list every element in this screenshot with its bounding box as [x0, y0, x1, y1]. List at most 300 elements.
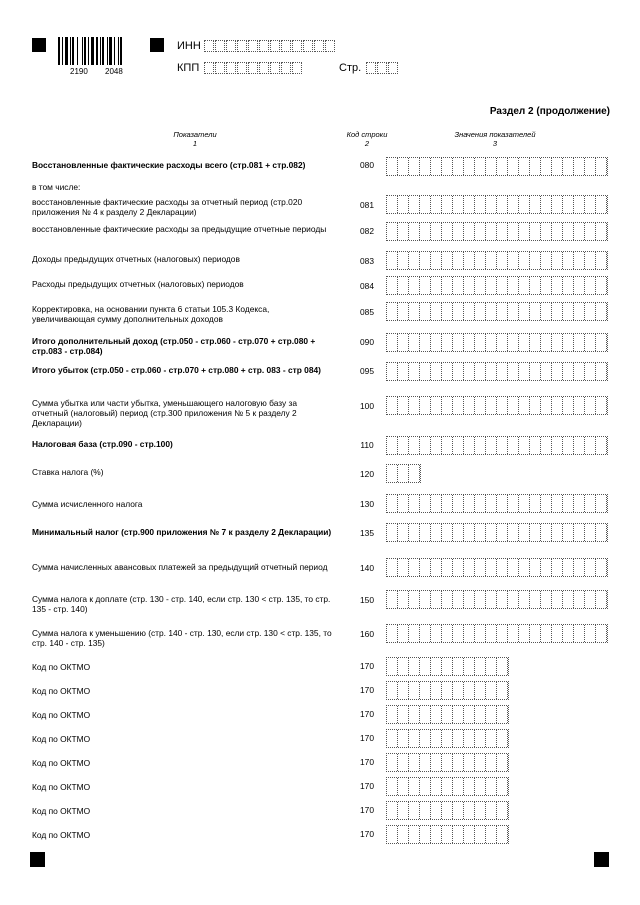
character-cell[interactable] [497, 524, 508, 541]
character-cell[interactable] [453, 524, 464, 541]
value-field[interactable] [386, 251, 608, 270]
character-cell[interactable] [387, 802, 398, 819]
character-cell[interactable] [398, 334, 409, 351]
character-cell[interactable] [497, 591, 508, 608]
character-cell[interactable] [486, 437, 497, 454]
character-cell[interactable] [475, 625, 486, 642]
character-cell[interactable] [270, 40, 280, 52]
character-cell[interactable] [420, 706, 431, 723]
character-cell[interactable] [409, 730, 420, 747]
character-cell[interactable] [596, 363, 607, 380]
character-cell[interactable] [431, 706, 442, 723]
character-cell[interactable] [563, 495, 574, 512]
character-cell[interactable] [519, 524, 530, 541]
character-cell[interactable] [453, 223, 464, 240]
character-cell[interactable] [475, 524, 486, 541]
character-cell[interactable] [519, 196, 530, 213]
character-cell[interactable] [464, 625, 475, 642]
character-cell[interactable] [486, 559, 497, 576]
character-cell[interactable] [431, 437, 442, 454]
character-cell[interactable] [442, 826, 453, 843]
character-cell[interactable] [409, 658, 420, 675]
character-cell[interactable] [530, 277, 541, 294]
character-cell[interactable] [420, 334, 431, 351]
character-cell[interactable] [409, 437, 420, 454]
character-cell[interactable] [409, 706, 420, 723]
character-cell[interactable] [585, 625, 596, 642]
character-cell[interactable] [464, 524, 475, 541]
character-cell[interactable] [398, 252, 409, 269]
character-cell[interactable] [596, 223, 607, 240]
character-cell[interactable] [431, 591, 442, 608]
character-cell[interactable] [453, 397, 464, 414]
character-cell[interactable] [519, 334, 530, 351]
character-cell[interactable] [475, 706, 486, 723]
character-cell[interactable] [387, 682, 398, 699]
character-cell[interactable] [574, 397, 585, 414]
character-cell[interactable] [530, 303, 541, 320]
character-cell[interactable] [486, 778, 497, 795]
character-cell[interactable] [497, 223, 508, 240]
character-cell[interactable] [519, 252, 530, 269]
character-cell[interactable] [442, 524, 453, 541]
character-cell[interactable] [464, 730, 475, 747]
character-cell[interactable] [585, 437, 596, 454]
character-cell[interactable] [387, 706, 398, 723]
value-field[interactable] [386, 523, 608, 542]
character-cell[interactable] [314, 40, 324, 52]
character-cell[interactable] [387, 730, 398, 747]
character-cell[interactable] [541, 591, 552, 608]
oktmo-field[interactable] [386, 753, 509, 772]
character-cell[interactable] [431, 559, 442, 576]
character-cell[interactable] [475, 196, 486, 213]
character-cell[interactable] [585, 223, 596, 240]
character-cell[interactable] [398, 196, 409, 213]
character-cell[interactable] [519, 158, 530, 175]
character-cell[interactable] [409, 397, 420, 414]
character-cell[interactable] [563, 625, 574, 642]
character-cell[interactable] [431, 334, 442, 351]
character-cell[interactable] [508, 334, 519, 351]
character-cell[interactable] [215, 62, 225, 74]
value-field[interactable] [386, 157, 608, 176]
character-cell[interactable] [420, 196, 431, 213]
character-cell[interactable] [508, 559, 519, 576]
character-cell[interactable] [508, 158, 519, 175]
character-cell[interactable] [497, 625, 508, 642]
character-cell[interactable] [431, 730, 442, 747]
character-cell[interactable] [585, 363, 596, 380]
character-cell[interactable] [508, 495, 519, 512]
character-cell[interactable] [541, 223, 552, 240]
character-cell[interactable] [475, 826, 486, 843]
character-cell[interactable] [475, 778, 486, 795]
character-cell[interactable] [486, 524, 497, 541]
character-cell[interactable] [398, 303, 409, 320]
character-cell[interactable] [442, 591, 453, 608]
character-cell[interactable] [486, 730, 497, 747]
value-field[interactable] [386, 333, 608, 352]
character-cell[interactable] [563, 252, 574, 269]
character-cell[interactable] [442, 559, 453, 576]
character-cell[interactable] [420, 158, 431, 175]
character-cell[interactable] [508, 252, 519, 269]
character-cell[interactable] [486, 826, 497, 843]
character-cell[interactable] [442, 754, 453, 771]
character-cell[interactable] [442, 495, 453, 512]
character-cell[interactable] [409, 196, 420, 213]
character-cell[interactable] [398, 826, 409, 843]
character-cell[interactable] [497, 277, 508, 294]
character-cell[interactable] [585, 524, 596, 541]
character-cell[interactable] [420, 730, 431, 747]
character-cell[interactable] [442, 658, 453, 675]
character-cell[interactable] [596, 437, 607, 454]
character-cell[interactable] [248, 40, 258, 52]
character-cell[interactable] [508, 223, 519, 240]
character-cell[interactable] [596, 158, 607, 175]
character-cell[interactable] [398, 754, 409, 771]
value-field[interactable] [386, 558, 608, 577]
character-cell[interactable] [585, 158, 596, 175]
character-cell[interactable] [475, 303, 486, 320]
character-cell[interactable] [508, 591, 519, 608]
character-cell[interactable] [552, 495, 563, 512]
character-cell[interactable] [464, 706, 475, 723]
character-cell[interactable] [464, 802, 475, 819]
character-cell[interactable] [464, 826, 475, 843]
character-cell[interactable] [409, 465, 420, 482]
character-cell[interactable] [442, 397, 453, 414]
character-cell[interactable] [420, 397, 431, 414]
character-cell[interactable] [409, 591, 420, 608]
character-cell[interactable] [563, 223, 574, 240]
character-cell[interactable] [552, 559, 563, 576]
character-cell[interactable] [530, 196, 541, 213]
character-cell[interactable] [530, 437, 541, 454]
character-cell[interactable] [574, 437, 585, 454]
character-cell[interactable] [497, 303, 508, 320]
character-cell[interactable] [596, 591, 607, 608]
character-cell[interactable] [453, 437, 464, 454]
character-cell[interactable] [431, 826, 442, 843]
character-cell[interactable] [431, 778, 442, 795]
character-cell[interactable] [409, 778, 420, 795]
character-cell[interactable] [464, 397, 475, 414]
character-cell[interactable] [270, 62, 280, 74]
character-cell[interactable] [431, 223, 442, 240]
character-cell[interactable] [431, 754, 442, 771]
oktmo-field[interactable] [386, 825, 509, 844]
character-cell[interactable] [552, 223, 563, 240]
character-cell[interactable] [464, 591, 475, 608]
character-cell[interactable] [442, 334, 453, 351]
character-cell[interactable] [431, 495, 442, 512]
character-cell[interactable] [464, 559, 475, 576]
character-cell[interactable] [292, 62, 302, 74]
character-cell[interactable] [552, 591, 563, 608]
character-cell[interactable] [497, 495, 508, 512]
value-field[interactable] [386, 436, 608, 455]
value-field[interactable] [386, 195, 608, 214]
character-cell[interactable] [259, 40, 269, 52]
character-cell[interactable] [541, 524, 552, 541]
character-cell[interactable] [464, 437, 475, 454]
character-cell[interactable] [409, 802, 420, 819]
character-cell[interactable] [596, 303, 607, 320]
character-cell[interactable] [420, 591, 431, 608]
character-cell[interactable] [387, 658, 398, 675]
character-cell[interactable] [226, 40, 236, 52]
character-cell[interactable] [409, 363, 420, 380]
character-cell[interactable] [497, 196, 508, 213]
character-cell[interactable] [508, 277, 519, 294]
oktmo-field[interactable] [386, 777, 509, 796]
character-cell[interactable] [563, 303, 574, 320]
character-cell[interactable] [475, 277, 486, 294]
character-cell[interactable] [530, 397, 541, 414]
character-cell[interactable] [475, 682, 486, 699]
character-cell[interactable] [475, 495, 486, 512]
character-cell[interactable] [519, 591, 530, 608]
character-cell[interactable] [508, 303, 519, 320]
character-cell[interactable] [486, 495, 497, 512]
character-cell[interactable] [585, 252, 596, 269]
character-cell[interactable] [486, 196, 497, 213]
character-cell[interactable] [574, 223, 585, 240]
oktmo-field[interactable] [386, 729, 509, 748]
character-cell[interactable] [453, 277, 464, 294]
character-cell[interactable] [552, 437, 563, 454]
character-cell[interactable] [475, 437, 486, 454]
character-cell[interactable] [486, 754, 497, 771]
value-field[interactable] [386, 624, 608, 643]
inn-field[interactable] [204, 40, 336, 52]
character-cell[interactable] [431, 303, 442, 320]
character-cell[interactable] [508, 397, 519, 414]
character-cell[interactable] [585, 591, 596, 608]
character-cell[interactable] [453, 658, 464, 675]
character-cell[interactable] [409, 334, 420, 351]
character-cell[interactable] [409, 682, 420, 699]
character-cell[interactable] [398, 625, 409, 642]
character-cell[interactable] [574, 158, 585, 175]
character-cell[interactable] [281, 62, 291, 74]
character-cell[interactable] [486, 625, 497, 642]
character-cell[interactable] [442, 437, 453, 454]
character-cell[interactable] [574, 524, 585, 541]
character-cell[interactable] [464, 196, 475, 213]
value-field[interactable] [386, 494, 608, 513]
character-cell[interactable] [530, 559, 541, 576]
character-cell[interactable] [398, 495, 409, 512]
character-cell[interactable] [486, 158, 497, 175]
character-cell[interactable] [585, 277, 596, 294]
character-cell[interactable] [442, 682, 453, 699]
character-cell[interactable] [453, 625, 464, 642]
character-cell[interactable] [541, 625, 552, 642]
character-cell[interactable] [387, 437, 398, 454]
character-cell[interactable] [574, 277, 585, 294]
character-cell[interactable] [563, 397, 574, 414]
character-cell[interactable] [508, 437, 519, 454]
value-field[interactable] [386, 590, 608, 609]
character-cell[interactable] [574, 303, 585, 320]
character-cell[interactable] [398, 778, 409, 795]
character-cell[interactable] [387, 252, 398, 269]
character-cell[interactable] [420, 524, 431, 541]
character-cell[interactable] [596, 252, 607, 269]
character-cell[interactable] [442, 158, 453, 175]
character-cell[interactable] [497, 158, 508, 175]
character-cell[interactable] [574, 625, 585, 642]
value-field[interactable] [386, 396, 608, 415]
character-cell[interactable] [387, 196, 398, 213]
character-cell[interactable] [453, 252, 464, 269]
character-cell[interactable] [387, 277, 398, 294]
character-cell[interactable] [431, 658, 442, 675]
character-cell[interactable] [464, 158, 475, 175]
character-cell[interactable] [420, 252, 431, 269]
character-cell[interactable] [420, 625, 431, 642]
character-cell[interactable] [453, 591, 464, 608]
character-cell[interactable] [486, 706, 497, 723]
character-cell[interactable] [475, 397, 486, 414]
character-cell[interactable] [453, 334, 464, 351]
character-cell[interactable] [486, 363, 497, 380]
character-cell[interactable] [541, 277, 552, 294]
character-cell[interactable] [475, 658, 486, 675]
character-cell[interactable] [387, 778, 398, 795]
character-cell[interactable] [431, 277, 442, 294]
character-cell[interactable] [475, 802, 486, 819]
character-cell[interactable] [431, 682, 442, 699]
character-cell[interactable] [541, 196, 552, 213]
character-cell[interactable] [420, 682, 431, 699]
oktmo-field[interactable] [386, 681, 509, 700]
character-cell[interactable] [420, 277, 431, 294]
character-cell[interactable] [387, 223, 398, 240]
character-cell[interactable] [204, 40, 214, 52]
character-cell[interactable] [398, 437, 409, 454]
character-cell[interactable] [442, 730, 453, 747]
character-cell[interactable] [366, 62, 376, 74]
character-cell[interactable] [292, 40, 302, 52]
character-cell[interactable] [541, 363, 552, 380]
character-cell[interactable] [409, 826, 420, 843]
character-cell[interactable] [409, 559, 420, 576]
character-cell[interactable] [574, 591, 585, 608]
character-cell[interactable] [596, 495, 607, 512]
character-cell[interactable] [563, 334, 574, 351]
character-cell[interactable] [442, 778, 453, 795]
character-cell[interactable] [530, 158, 541, 175]
character-cell[interactable] [464, 277, 475, 294]
character-cell[interactable] [541, 559, 552, 576]
character-cell[interactable] [552, 625, 563, 642]
character-cell[interactable] [420, 559, 431, 576]
character-cell[interactable] [497, 754, 508, 771]
character-cell[interactable] [486, 334, 497, 351]
character-cell[interactable] [574, 559, 585, 576]
character-cell[interactable] [303, 40, 313, 52]
character-cell[interactable] [281, 40, 291, 52]
character-cell[interactable] [530, 363, 541, 380]
character-cell[interactable] [519, 495, 530, 512]
character-cell[interactable] [398, 158, 409, 175]
character-cell[interactable] [464, 658, 475, 675]
character-cell[interactable] [497, 363, 508, 380]
character-cell[interactable] [574, 334, 585, 351]
character-cell[interactable] [431, 158, 442, 175]
value-field[interactable] [386, 302, 608, 321]
character-cell[interactable] [453, 802, 464, 819]
character-cell[interactable] [530, 591, 541, 608]
character-cell[interactable] [453, 363, 464, 380]
character-cell[interactable] [442, 252, 453, 269]
character-cell[interactable] [453, 158, 464, 175]
character-cell[interactable] [442, 277, 453, 294]
character-cell[interactable] [530, 223, 541, 240]
character-cell[interactable] [552, 277, 563, 294]
character-cell[interactable] [442, 363, 453, 380]
character-cell[interactable] [387, 591, 398, 608]
character-cell[interactable] [585, 495, 596, 512]
character-cell[interactable] [464, 682, 475, 699]
character-cell[interactable] [519, 437, 530, 454]
character-cell[interactable] [563, 591, 574, 608]
character-cell[interactable] [486, 223, 497, 240]
character-cell[interactable] [398, 706, 409, 723]
character-cell[interactable] [388, 62, 398, 74]
character-cell[interactable] [596, 625, 607, 642]
character-cell[interactable] [409, 524, 420, 541]
character-cell[interactable] [387, 495, 398, 512]
character-cell[interactable] [486, 397, 497, 414]
character-cell[interactable] [387, 826, 398, 843]
character-cell[interactable] [398, 465, 409, 482]
character-cell[interactable] [442, 802, 453, 819]
character-cell[interactable] [497, 437, 508, 454]
character-cell[interactable] [398, 277, 409, 294]
character-cell[interactable] [409, 625, 420, 642]
character-cell[interactable] [497, 826, 508, 843]
character-cell[interactable] [259, 62, 269, 74]
character-cell[interactable] [475, 158, 486, 175]
character-cell[interactable] [486, 277, 497, 294]
character-cell[interactable] [420, 223, 431, 240]
character-cell[interactable] [574, 196, 585, 213]
character-cell[interactable] [398, 363, 409, 380]
value-field[interactable] [386, 362, 608, 381]
character-cell[interactable] [398, 658, 409, 675]
character-cell[interactable] [248, 62, 258, 74]
character-cell[interactable] [497, 778, 508, 795]
character-cell[interactable] [596, 334, 607, 351]
character-cell[interactable] [442, 706, 453, 723]
character-cell[interactable] [585, 196, 596, 213]
character-cell[interactable] [497, 730, 508, 747]
character-cell[interactable] [475, 252, 486, 269]
character-cell[interactable] [585, 303, 596, 320]
character-cell[interactable] [453, 682, 464, 699]
character-cell[interactable] [530, 524, 541, 541]
character-cell[interactable] [420, 802, 431, 819]
character-cell[interactable] [519, 277, 530, 294]
character-cell[interactable] [226, 62, 236, 74]
character-cell[interactable] [475, 223, 486, 240]
